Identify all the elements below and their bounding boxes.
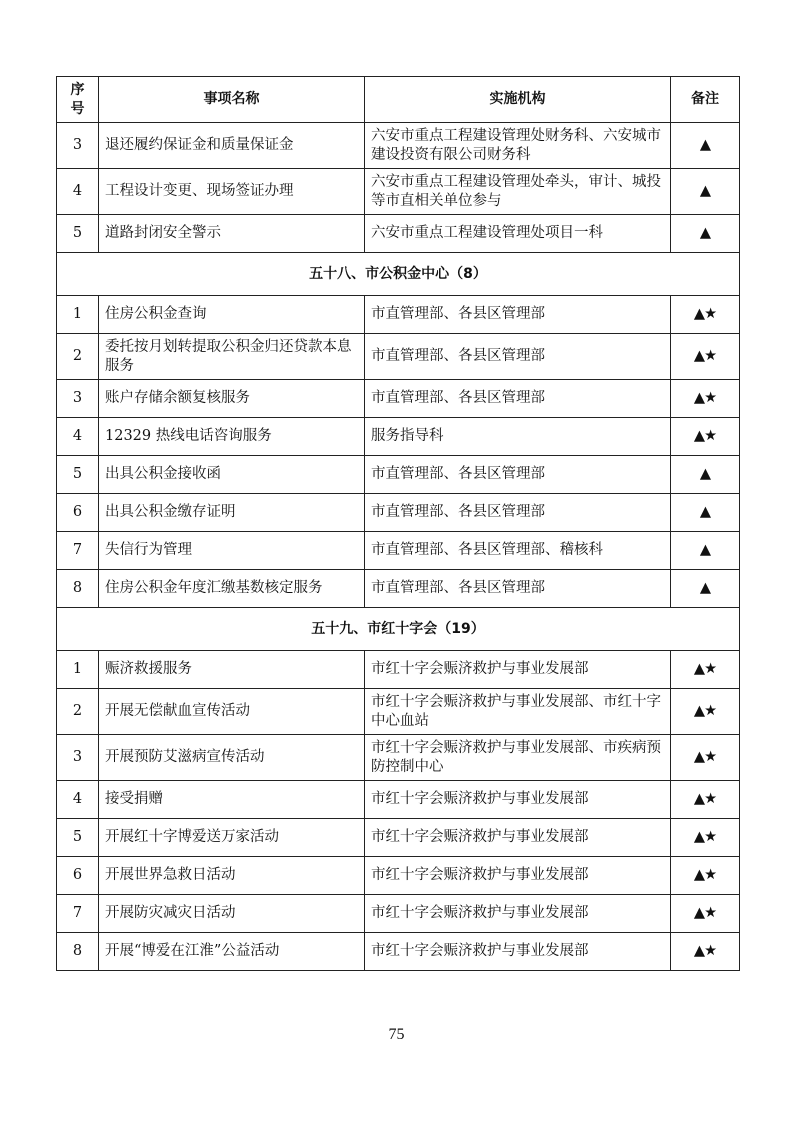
row-org: 市红十字会赈济救护与事业发展部、市红十字中心血站: [365, 689, 671, 735]
row-seq: 3: [57, 123, 99, 169]
header-seq: 序号: [57, 77, 99, 123]
table-header-row: [57, 77, 740, 123]
row-org: 六安市重点工程建设管理处财务科、六安城市建设投资有限公司财务科: [365, 123, 671, 169]
row-name: 出具公积金缴存证明: [99, 494, 365, 532]
table-row: [57, 456, 740, 494]
page-number: 75: [388, 1026, 405, 1043]
row-name: 12329 热线电话咨询服务: [99, 418, 365, 456]
row-org: 六安市重点工程建设管理处项目一科: [365, 215, 671, 253]
row-name: 赈济救援服务: [99, 651, 365, 689]
row-name: 账户存储余额复核服务: [99, 380, 365, 418]
table-row: [57, 857, 740, 895]
row-org: 服务指导科: [365, 418, 671, 456]
section-row: [57, 608, 740, 651]
row-seq: 7: [57, 532, 99, 570]
table-row: [57, 334, 740, 380]
row-seq: 4: [57, 169, 99, 215]
table-row: [57, 123, 740, 169]
row-mark: ▲★: [671, 933, 740, 971]
table-row: [57, 296, 740, 334]
table-row: [57, 689, 740, 735]
row-org: 市红十字会赈济救护与事业发展部: [365, 651, 671, 689]
row-seq: 6: [57, 494, 99, 532]
table-row: [57, 651, 740, 689]
row-mark: ▲★: [671, 735, 740, 781]
row-mark: ▲★: [671, 819, 740, 857]
row-org: 市红十字会赈济救护与事业发展部、市疾病预防控制中心: [365, 735, 671, 781]
table-row: [57, 781, 740, 819]
row-mark: ▲★: [671, 781, 740, 819]
row-name: 出具公积金接收函: [99, 456, 365, 494]
row-name: 开展无偿献血宣传活动: [99, 689, 365, 735]
row-org: 市红十字会赈济救护与事业发展部: [365, 781, 671, 819]
row-mark: ▲: [671, 494, 740, 532]
header-name: 事项名称: [99, 77, 365, 123]
row-name: 退还履约保证金和质量保证金: [99, 123, 365, 169]
row-org: 市红十字会赈济救护与事业发展部: [365, 895, 671, 933]
row-mark: ▲: [671, 456, 740, 494]
row-mark: ▲: [671, 169, 740, 215]
row-name: 开展红十字博爱送万家活动: [99, 819, 365, 857]
row-name: 开展预防艾滋病宣传活动: [99, 735, 365, 781]
table-row: [57, 933, 740, 971]
row-mark: ▲: [671, 570, 740, 608]
table-row: [57, 418, 740, 456]
row-seq: 1: [57, 296, 99, 334]
row-org: 市直管理部、各县区管理部: [365, 380, 671, 418]
row-org: 市直管理部、各县区管理部: [365, 456, 671, 494]
row-mark: ▲★: [671, 857, 740, 895]
row-name: 开展“博爱在江淮”公益活动: [99, 933, 365, 971]
row-seq: 2: [57, 689, 99, 735]
section-title-red-cross: 五十九、市红十字会（19）: [57, 608, 740, 651]
row-mark: ▲: [671, 532, 740, 570]
row-name: 委托按月划转提取公积金归还贷款本息服务: [99, 334, 365, 380]
row-org: 市红十字会赈济救护与事业发展部: [365, 933, 671, 971]
table-row: [57, 735, 740, 781]
row-mark: ▲: [671, 123, 740, 169]
row-seq: 2: [57, 334, 99, 380]
row-org: 市直管理部、各县区管理部: [365, 494, 671, 532]
table-row: [57, 895, 740, 933]
row-mark: ▲: [671, 215, 740, 253]
row-seq: 3: [57, 735, 99, 781]
table-row: [57, 819, 740, 857]
row-seq: 7: [57, 895, 99, 933]
row-seq: 3: [57, 380, 99, 418]
row-name: 开展防灾减灾日活动: [99, 895, 365, 933]
row-name: 道路封闭安全警示: [99, 215, 365, 253]
row-name: 开展世界急救日活动: [99, 857, 365, 895]
row-name: 工程设计变更、现场签证办理: [99, 169, 365, 215]
row-name: 接受捐赠: [99, 781, 365, 819]
row-name: 住房公积金查询: [99, 296, 365, 334]
row-name: 失信行为管理: [99, 532, 365, 570]
row-org: 市直管理部、各县区管理部、稽核科: [365, 532, 671, 570]
table-row: [57, 532, 740, 570]
row-seq: 8: [57, 570, 99, 608]
row-mark: ▲★: [671, 296, 740, 334]
row-seq: 5: [57, 215, 99, 253]
row-org: 市红十字会赈济救护与事业发展部: [365, 819, 671, 857]
section-title-housing-fund: 五十八、市公积金中心（8）: [57, 253, 740, 296]
row-seq: 5: [57, 819, 99, 857]
row-mark: ▲★: [671, 689, 740, 735]
header-note: 备注: [671, 77, 740, 123]
row-seq: 8: [57, 933, 99, 971]
row-org: 市直管理部、各县区管理部: [365, 570, 671, 608]
table-row: [57, 494, 740, 532]
row-org: 市直管理部、各县区管理部: [365, 334, 671, 380]
row-mark: ▲★: [671, 418, 740, 456]
table-row: [57, 169, 740, 215]
row-seq: 4: [57, 781, 99, 819]
table-row: [57, 570, 740, 608]
row-seq: 4: [57, 418, 99, 456]
service-items-table: [56, 76, 740, 971]
table-row: [57, 380, 740, 418]
section-row: [57, 253, 740, 296]
row-mark: ▲★: [671, 380, 740, 418]
row-org: 市红十字会赈济救护与事业发展部: [365, 857, 671, 895]
row-mark: ▲★: [671, 334, 740, 380]
row-mark: ▲★: [671, 651, 740, 689]
row-mark: ▲★: [671, 895, 740, 933]
row-org: 六安市重点工程建设管理处牵头，审计、城投等市直相关单位参与: [365, 169, 671, 215]
row-seq: 1: [57, 651, 99, 689]
table-row: [57, 215, 740, 253]
row-seq: 5: [57, 456, 99, 494]
row-org: 市直管理部、各县区管理部: [365, 296, 671, 334]
row-seq: 6: [57, 857, 99, 895]
header-org: 实施机构: [365, 77, 671, 123]
row-name: 住房公积金年度汇缴基数核定服务: [99, 570, 365, 608]
